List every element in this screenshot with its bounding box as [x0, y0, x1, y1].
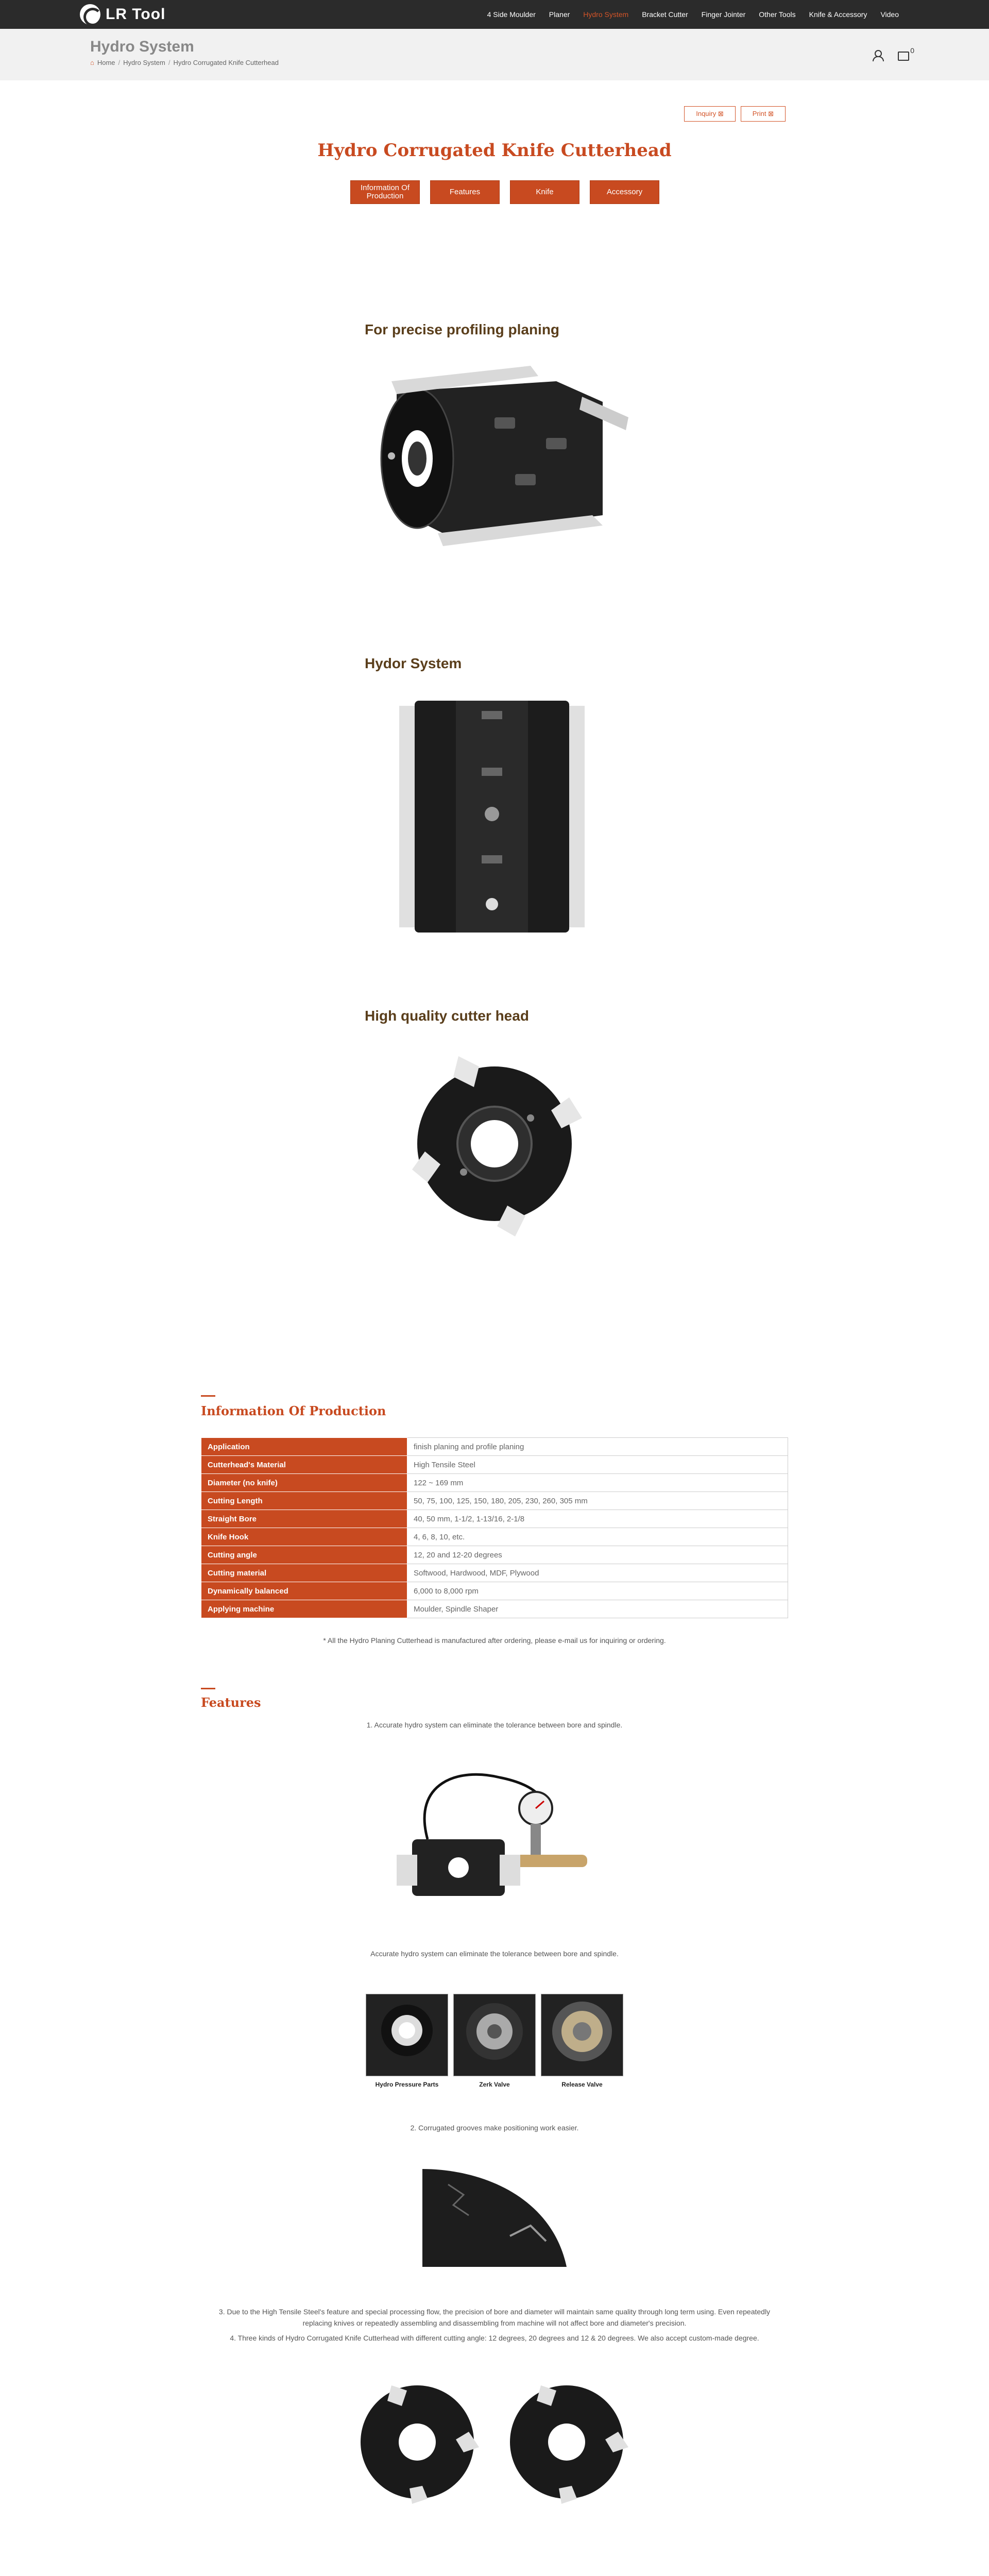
spec-value: 4, 6, 8, 10, etc.: [407, 1528, 788, 1546]
spec-value: Moulder, Spindle Shaper: [407, 1600, 788, 1618]
nav-item-4-side-moulder[interactable]: 4 Side Moulder: [487, 10, 536, 19]
spec-table: [201, 1437, 788, 1618]
feature-text-3: 3. Due to the High Tensile Steel's feature and special processing flow, the precision of bore and diameter will maintain same quality through long term using. Even repeatedly replacing knives or repeatedly assembling and disassembling from machine will not affect bore and diameter's precision.: [218, 2308, 771, 2328]
breadcrumb-separator: /: [118, 59, 121, 66]
breadcrumb-separator: /: [168, 59, 170, 66]
corrugated-groove-image: [417, 2164, 572, 2272]
breadcrumb: [90, 59, 899, 66]
feature-text-2: 2. Corrugated grooves make positioning work easier.: [410, 2124, 579, 2132]
hero-heading-quality: High quality cutter head: [365, 1008, 529, 1024]
spec-key: Cutting material: [201, 1564, 407, 1582]
nav-item-other-tools[interactable]: Other Tools: [759, 10, 796, 19]
tab-features[interactable]: Features: [430, 180, 500, 204]
zerk-valve-image: [454, 1994, 535, 2076]
spec-row: [201, 1510, 788, 1528]
main-nav: [487, 0, 899, 29]
spec-value: 40, 50 mm, 1-1/2, 1-13/16, 2-1/8: [407, 1510, 788, 1528]
spec-value: 12, 20 and 12-20 degrees: [407, 1546, 788, 1564]
spec-row: [201, 1582, 788, 1600]
spec-key: Cutting angle: [201, 1546, 407, 1564]
spec-value: 6,000 to 8,000 rpm: [407, 1582, 788, 1600]
nav-item-finger-jointer[interactable]: Finger Jointer: [701, 10, 746, 19]
spec-row: [201, 1564, 788, 1582]
product-tabs: [350, 180, 659, 204]
spec-row: [201, 1600, 788, 1618]
spec-key: Cutterhead's Material: [201, 1456, 407, 1474]
spec-value: 50, 75, 100, 125, 150, 180, 205, 230, 260, 305 mm: [407, 1492, 788, 1510]
feature-text-4: 4. Three kinds of Hydro Corrugated Knife Cutterhead with different cutting angle: 12 degrees, 20 degrees and 12 & 20 degrees. We also accept custom-made degree.: [230, 2334, 759, 2342]
cutterhead-side-image: [397, 1046, 592, 1242]
spec-value: Softwood, Hardwood, MDF, Plywood: [407, 1564, 788, 1582]
tile-hydro-pressure-parts: [366, 1994, 448, 2088]
three-angle-cutterheads-image: [350, 2375, 639, 2509]
home-icon: ⌂: [90, 59, 94, 66]
user-icon[interactable]: [872, 50, 882, 60]
tile-caption: Zerk Valve: [479, 2081, 510, 2088]
spec-value: finish planing and profile planing: [407, 1438, 788, 1456]
spec-row: [201, 1474, 788, 1492]
cutterhead-front-image: [394, 701, 590, 938]
hero-heading-hydro: Hydor System: [365, 655, 462, 671]
spec-row: [201, 1492, 788, 1510]
tab-knife[interactable]: Knife: [510, 180, 579, 204]
feature-caption-1: Accurate hydro system can eliminate the tolerance between bore and spindle.: [370, 1950, 619, 1958]
print-button[interactable]: Print ⊠: [741, 106, 786, 122]
tile-caption: Release Valve: [561, 2081, 603, 2088]
spec-value: High Tensile Steel: [407, 1456, 788, 1474]
section-title-features: Features: [201, 1695, 261, 1710]
hydro-gun-image: [391, 1752, 598, 1922]
section-rule: [201, 1688, 215, 1689]
page-title: Hydro System: [90, 38, 194, 55]
spec-key: Cutting Length: [201, 1492, 407, 1510]
nav-item-planer[interactable]: Planer: [549, 10, 570, 19]
hydro-pressure-parts-image: [366, 1994, 448, 2076]
top-nav: [0, 0, 989, 29]
nav-item-bracket-cutter[interactable]: Bracket Cutter: [642, 10, 688, 19]
spec-row: [201, 1528, 788, 1546]
page-header: [0, 29, 989, 80]
spec-row: [201, 1438, 788, 1456]
release-valve-image: [541, 1994, 623, 2076]
tile-caption: Hydro Pressure Parts: [375, 2081, 439, 2088]
spec-value: 122 ~ 169 mm: [407, 1474, 788, 1492]
product-actions: [684, 106, 786, 122]
tile-zerk-valve: [453, 1994, 536, 2088]
spec-key: Dynamically balanced: [201, 1582, 407, 1600]
spec-row: [201, 1456, 788, 1474]
product-title: Hydro Corrugated Knife Cutterhead: [317, 140, 672, 161]
cutterhead-angled-image: [361, 361, 628, 546]
breadcrumb-hydro-system[interactable]: Hydro System: [123, 59, 165, 66]
cart-icon[interactable]: [897, 46, 914, 61]
section-rule: [201, 1395, 215, 1397]
spec-note: * All the Hydro Planing Cutterhead is manufactured after ordering, please e-mail us for inquiring or ordering.: [323, 1636, 666, 1645]
spec-key: Application: [201, 1438, 407, 1456]
logo-icon: [80, 4, 100, 25]
inquiry-button[interactable]: Inquiry ⊠: [684, 106, 736, 122]
logo-text: LR Tool: [106, 6, 166, 23]
cart-count: 0: [910, 46, 914, 55]
nav-item-hydro-system[interactable]: Hydro System: [583, 10, 629, 19]
spec-key: Diameter (no knife): [201, 1474, 407, 1492]
nav-item-knife-accessory[interactable]: Knife & Accessory: [809, 10, 867, 19]
section-title-information: Information Of Production: [201, 1403, 386, 1418]
header-icons: [872, 46, 914, 61]
hero-heading-profiling: For precise profiling planing: [365, 321, 560, 337]
spec-key: Applying machine: [201, 1600, 407, 1618]
tile-release-valve: [541, 1994, 623, 2088]
spec-key: Straight Bore: [201, 1510, 407, 1528]
spec-row: [201, 1546, 788, 1564]
tab-accessory[interactable]: Accessory: [590, 180, 659, 204]
feature-text-1: 1. Accurate hydro system can eliminate the tolerance between bore and spindle.: [366, 1721, 623, 1729]
nav-item-video[interactable]: Video: [880, 10, 899, 19]
breadcrumb-current: Hydro Corrugated Knife Cutterhead: [173, 59, 279, 66]
breadcrumb-home[interactable]: Home: [97, 59, 115, 66]
tab-information[interactable]: Information Of Production: [350, 180, 420, 204]
spec-key: Knife Hook: [201, 1528, 407, 1546]
logo[interactable]: [80, 4, 165, 25]
